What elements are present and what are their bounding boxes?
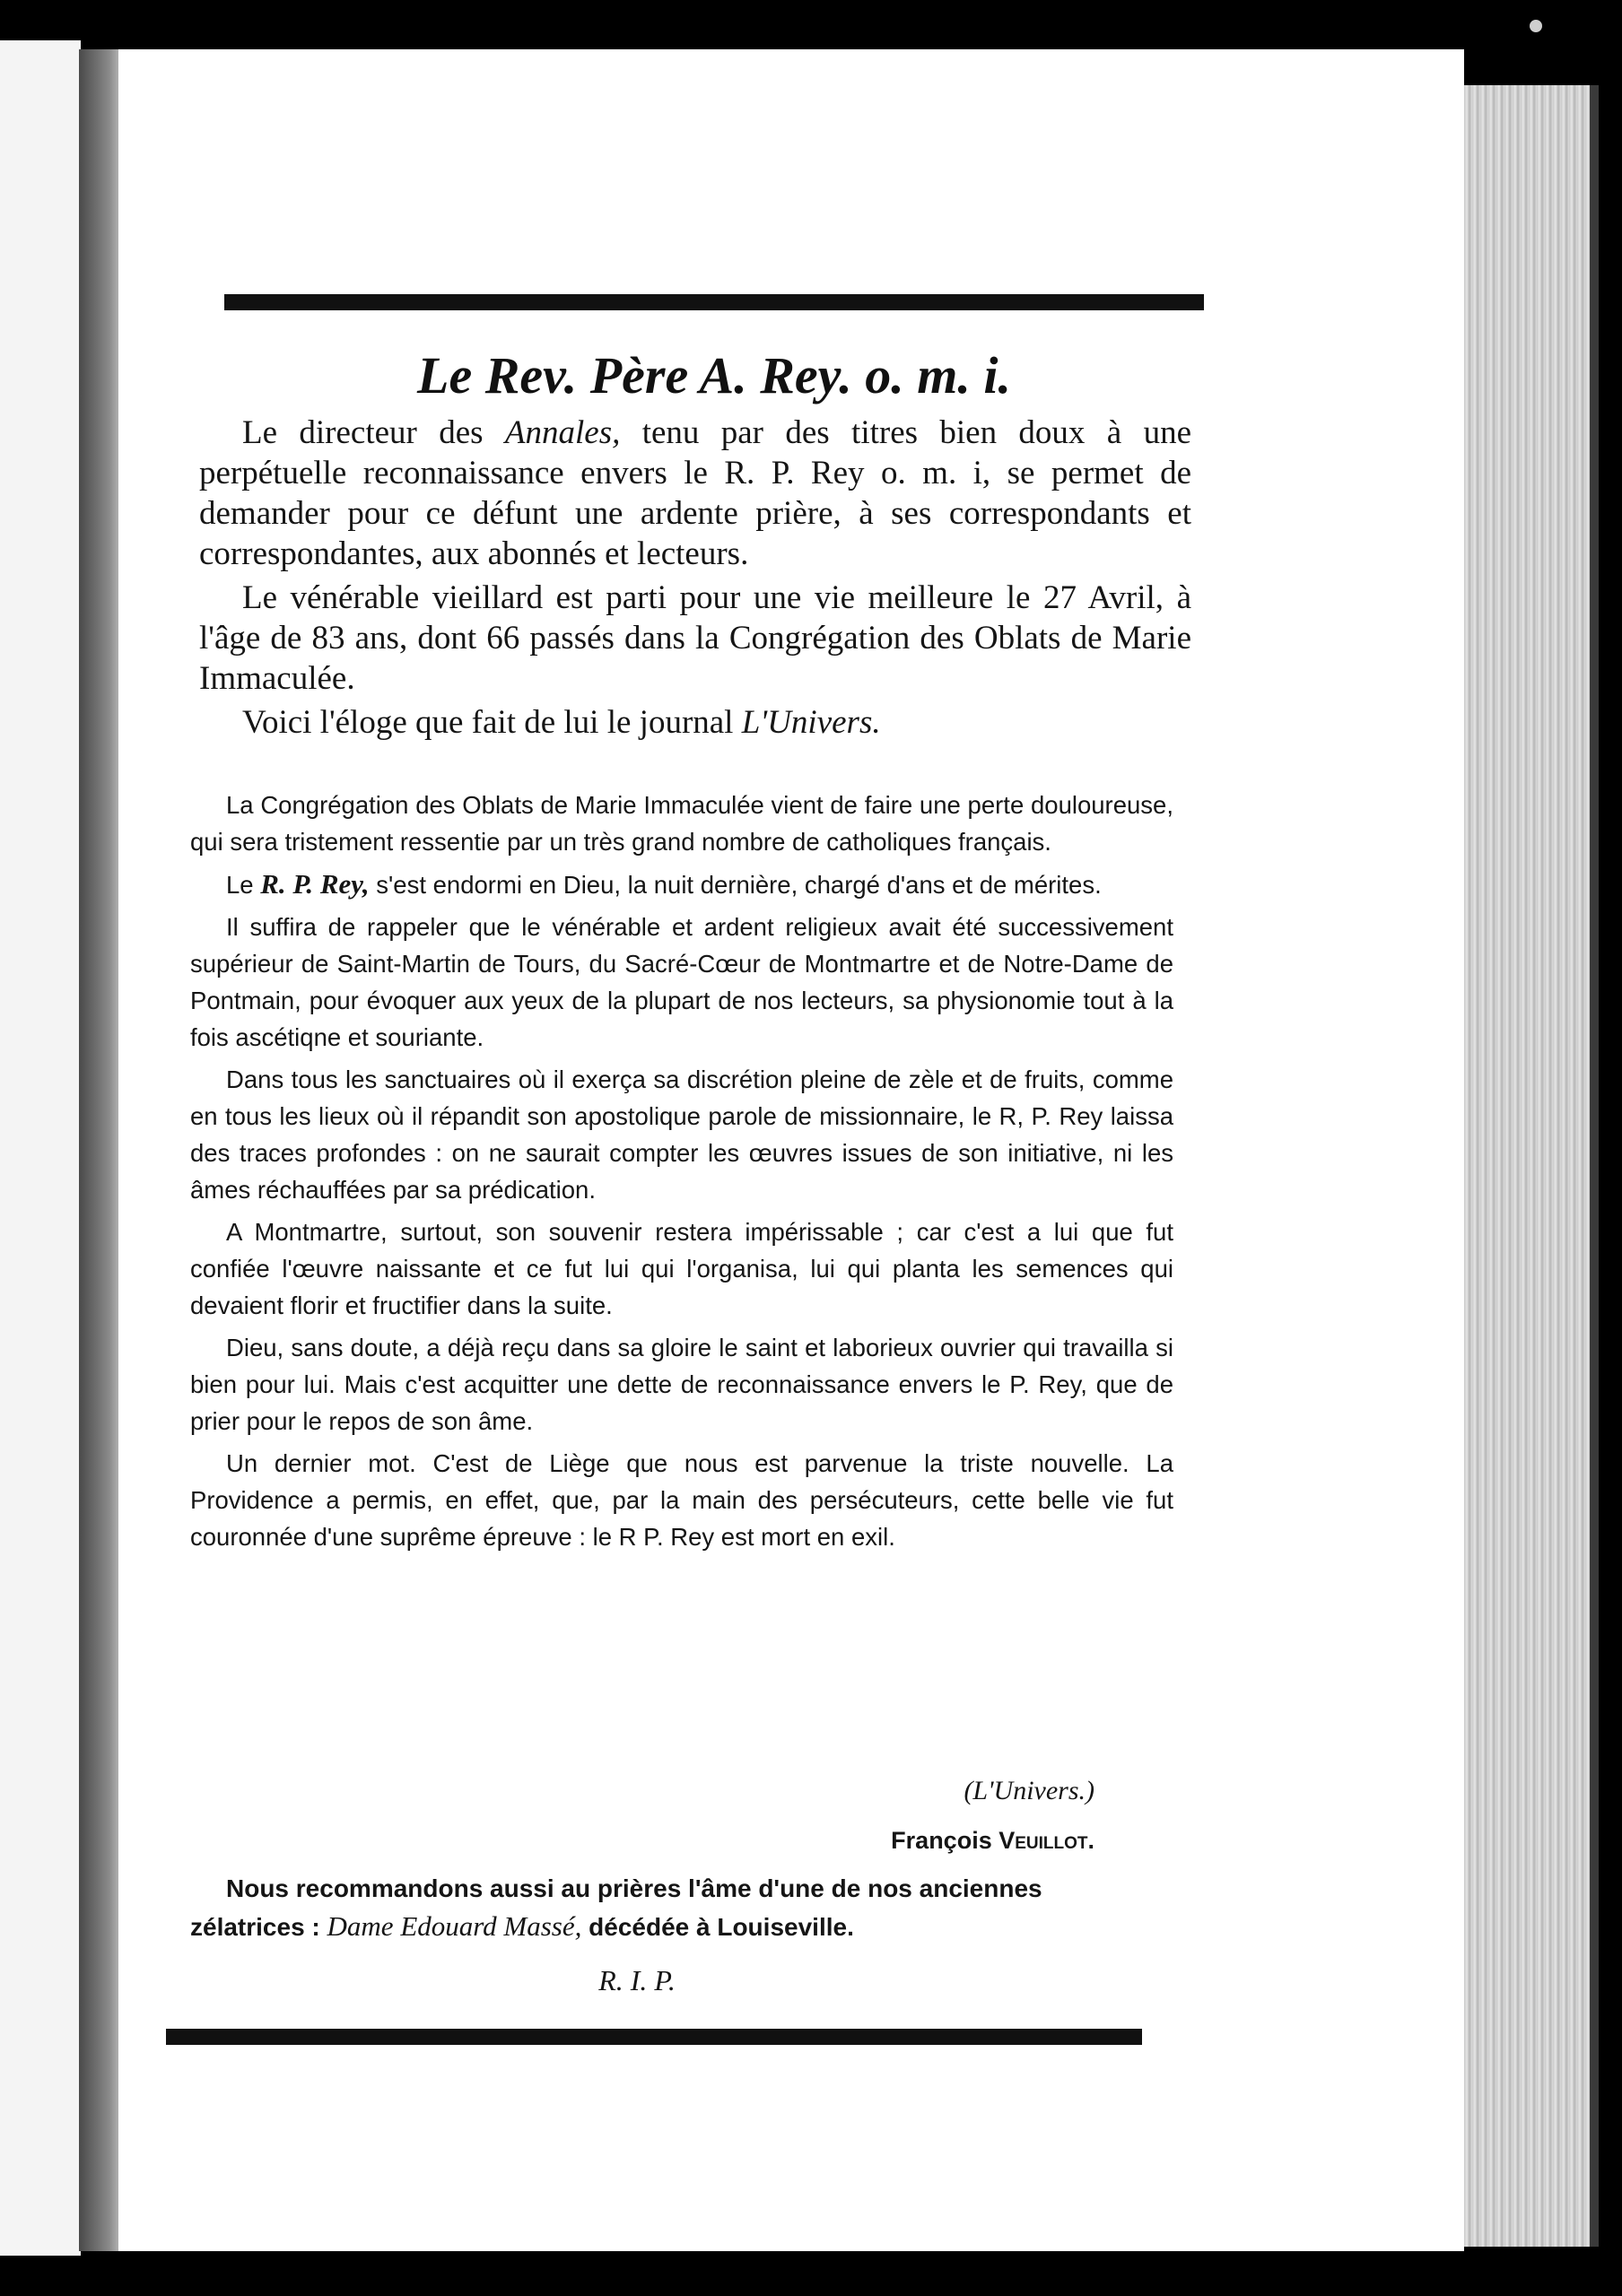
quote-paragraph: Dans tous les sanctuaires où il exerça sa discrétion pleine de zèle et de fruits, comme en tous les lieux où il répandit son apostolique parole de missionnaire, le R, P. Rey laissa des traces profondes : on ne saurait compter les œuvres issues de son initiative, ni les âmes réchauffées par sa prédication. [190,1065,1173,1204]
quote-paragraph: Il suffira de rappeler que le vénérable et ardent religieux avait été successivement supérieur de Saint-Martin de Tours, du Sacré-Cœur de Montmartre et de Notre-Dame de Pontmain, pour évoquer aux yeux de la plupart de nos lecteurs, sa physionomie tout à la fois ascétiqne et souriante. [190,913,1173,1051]
bottom-rule [166,2029,1142,2045]
adjacent-page-edge [0,40,81,2256]
quote-paragraph: Dieu, sans doute, a déjà reçu dans sa gloire le saint et laborieux ouvrier qui travailla si bien pour lui. Mais c'est acquitter une dette de reconnaissance envers le P. Rey, que de prier pour le repos de son âme. [190,1334,1173,1435]
rip-line: R. I. P. [598,1964,676,1996]
intro-paragraph-2: Le vénérable vieillard est parti pour une vie meilleure le 27 Avril, à l'âge de 83 ans, dont 66 passés dans la Congrégation des Oblats de Marie Immaculée. [199,579,1191,697]
signature-source: (L'Univers.) [964,1776,1094,1805]
quote-paragraph: Le R. P. Rey, s'est endormi en Dieu, la nuit dernière, chargé d'ans et de mérites. [226,868,1102,900]
recommendation-note: Nous recommandons aussi au prières l'âme d'une de nos anciennes zélatrices : Dame Edouard Massé, décédée à Louiseville. [190,1874,1042,1942]
quoted-article [190,787,1173,1561]
book-gutter-shadow [79,49,122,2251]
annales-italic: Annales, [504,414,621,451]
quote-paragraph: La Congrégation des Oblats de Marie Immaculée vient de faire une perte douloureuse, qui sera tristement ressentie par un très grand nombre de catholiques français. [190,791,1173,856]
deceased-name: Dame Edouard Massé, [327,1910,582,1942]
speck-mark [1530,20,1542,32]
article-title: Le Rev. Père A. Rey. o. m. i. [417,346,1011,404]
book-cover-edge [1590,85,1599,2247]
univers-italic: L'Univers. [741,704,881,741]
intro-paragraph-1: Le directeur des Annales, tenu par des titres bien doux à une perpétuelle reconnaissance envers le R. P. Rey o. m. i, se permet de demander pour ce défunt une ardente prière, à ses correspondants et correspondantes, aux abonnés et lecteurs. [199,414,1191,572]
rp-rey-italic: R. P. Rey, [260,868,370,900]
quote-paragraph: A Montmartre, surtout, son souvenir restera impérissable ; car c'est a lui que fut confiée l'œuvre naissante et ce fut lui qui l'organisa, lui qui planta les semences qui devaient florir et fructifier dans la suite. [190,1218,1173,1319]
top-rule [224,294,1204,310]
quote-paragraph: Un dernier mot. C'est de Liège que nous est parvenue la triste nouvelle. La Providence a permis, en effet, que, par la main des persécuteurs, cette belle vie fut couronnée d'une suprême épreuve : le R P. Rey est mort en exil. [190,1449,1173,1551]
intro-text [199,413,1191,743]
intro-paragraph-3: Voici l'éloge que fait de lui le journal L'Univers. [242,704,881,741]
page-stack-edges [1464,85,1590,2247]
signature-name: François Veuillot. [891,1827,1094,1854]
